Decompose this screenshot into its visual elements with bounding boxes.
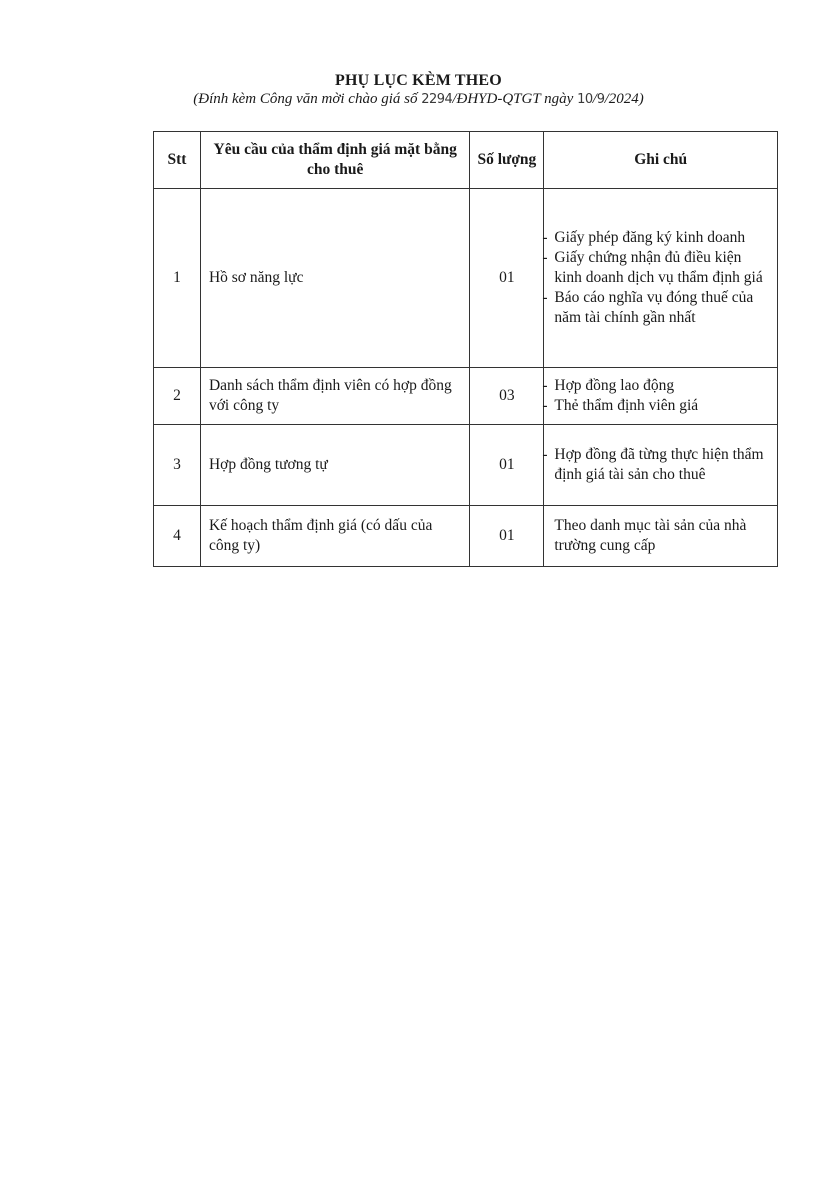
subtitle-middle: /ĐHYD-QTGT ngày bbox=[452, 91, 578, 107]
header-stt: Stt bbox=[154, 132, 201, 189]
note-text: Hợp đồng đã từng thực hiện thẩm định giá tài sản cho thuê bbox=[554, 446, 764, 483]
row-requirement: Hợp đồng tương tự bbox=[200, 425, 469, 506]
note-list-item bbox=[544, 376, 771, 396]
row-stt: 2 bbox=[154, 368, 201, 425]
row-quantity: 01 bbox=[470, 189, 544, 368]
table-header-row bbox=[154, 132, 778, 189]
header-quantity: Số lượng bbox=[470, 132, 544, 189]
note-list-item bbox=[544, 288, 771, 328]
note-text: Theo danh mục tài sản của nhà trường cung cấp bbox=[554, 517, 747, 554]
note-dash: - bbox=[542, 446, 548, 463]
row-stt: 1 bbox=[154, 189, 201, 368]
row-note bbox=[544, 425, 778, 506]
row-quantity: 03 bbox=[470, 368, 544, 425]
table-row bbox=[154, 189, 778, 368]
row-requirement: Danh sách thẩm định viên có hợp đồng với công ty bbox=[200, 368, 469, 425]
requirements-table bbox=[153, 131, 778, 567]
row-quantity: 01 bbox=[470, 506, 544, 567]
row-note bbox=[544, 506, 778, 567]
header-requirement: Yêu cầu của thẩm định giá mặt bằng cho thuê bbox=[200, 132, 469, 189]
subtitle-prefix: (Đính kèm Công văn mời chào giá số bbox=[193, 91, 422, 107]
note-dash: - bbox=[542, 397, 548, 414]
row-quantity: 01 bbox=[470, 425, 544, 506]
note-dash: - bbox=[542, 229, 548, 246]
row-note bbox=[544, 368, 778, 425]
note-dash: - bbox=[542, 249, 548, 266]
handwritten-month: 9 bbox=[596, 92, 605, 107]
row-requirement: Hồ sơ năng lực bbox=[200, 189, 469, 368]
subtitle-suffix: /2024) bbox=[604, 91, 644, 107]
note-text: Thẻ thẩm định viên giá bbox=[554, 397, 699, 414]
note-text: Giấy phép đăng ký kinh doanh bbox=[554, 229, 746, 246]
note-list-item bbox=[544, 396, 771, 416]
note-text: Giấy chứng nhận đủ điều kiện kinh doanh dịch vụ thẩm định giá bbox=[554, 249, 763, 286]
note-dash: - bbox=[542, 289, 548, 306]
handwritten-doc-number: 2294 bbox=[421, 92, 453, 107]
row-requirement: Kế hoạch thẩm định giá (có dấu của công ty) bbox=[200, 506, 469, 567]
handwritten-day: 10 bbox=[577, 92, 593, 107]
note-list-item bbox=[544, 445, 771, 485]
note-list-item bbox=[544, 228, 771, 248]
document-title: PHỤ LỤC KÈM THEO bbox=[335, 72, 502, 89]
note-text: Báo cáo nghĩa vụ đóng thuế của năm tài chính gần nhất bbox=[554, 289, 754, 326]
note-list-item bbox=[544, 248, 771, 288]
table-row bbox=[154, 506, 778, 567]
date-separator: / bbox=[592, 91, 597, 107]
row-stt: 3 bbox=[154, 425, 201, 506]
note-text: Hợp đồng lao động bbox=[554, 377, 675, 394]
header-note: Ghi chú bbox=[544, 132, 778, 189]
table-row bbox=[154, 368, 778, 425]
row-stt: 4 bbox=[154, 506, 201, 567]
document-subtitle bbox=[0, 91, 837, 108]
row-note bbox=[544, 189, 778, 368]
table-row bbox=[154, 425, 778, 506]
note-dash: - bbox=[542, 377, 548, 394]
